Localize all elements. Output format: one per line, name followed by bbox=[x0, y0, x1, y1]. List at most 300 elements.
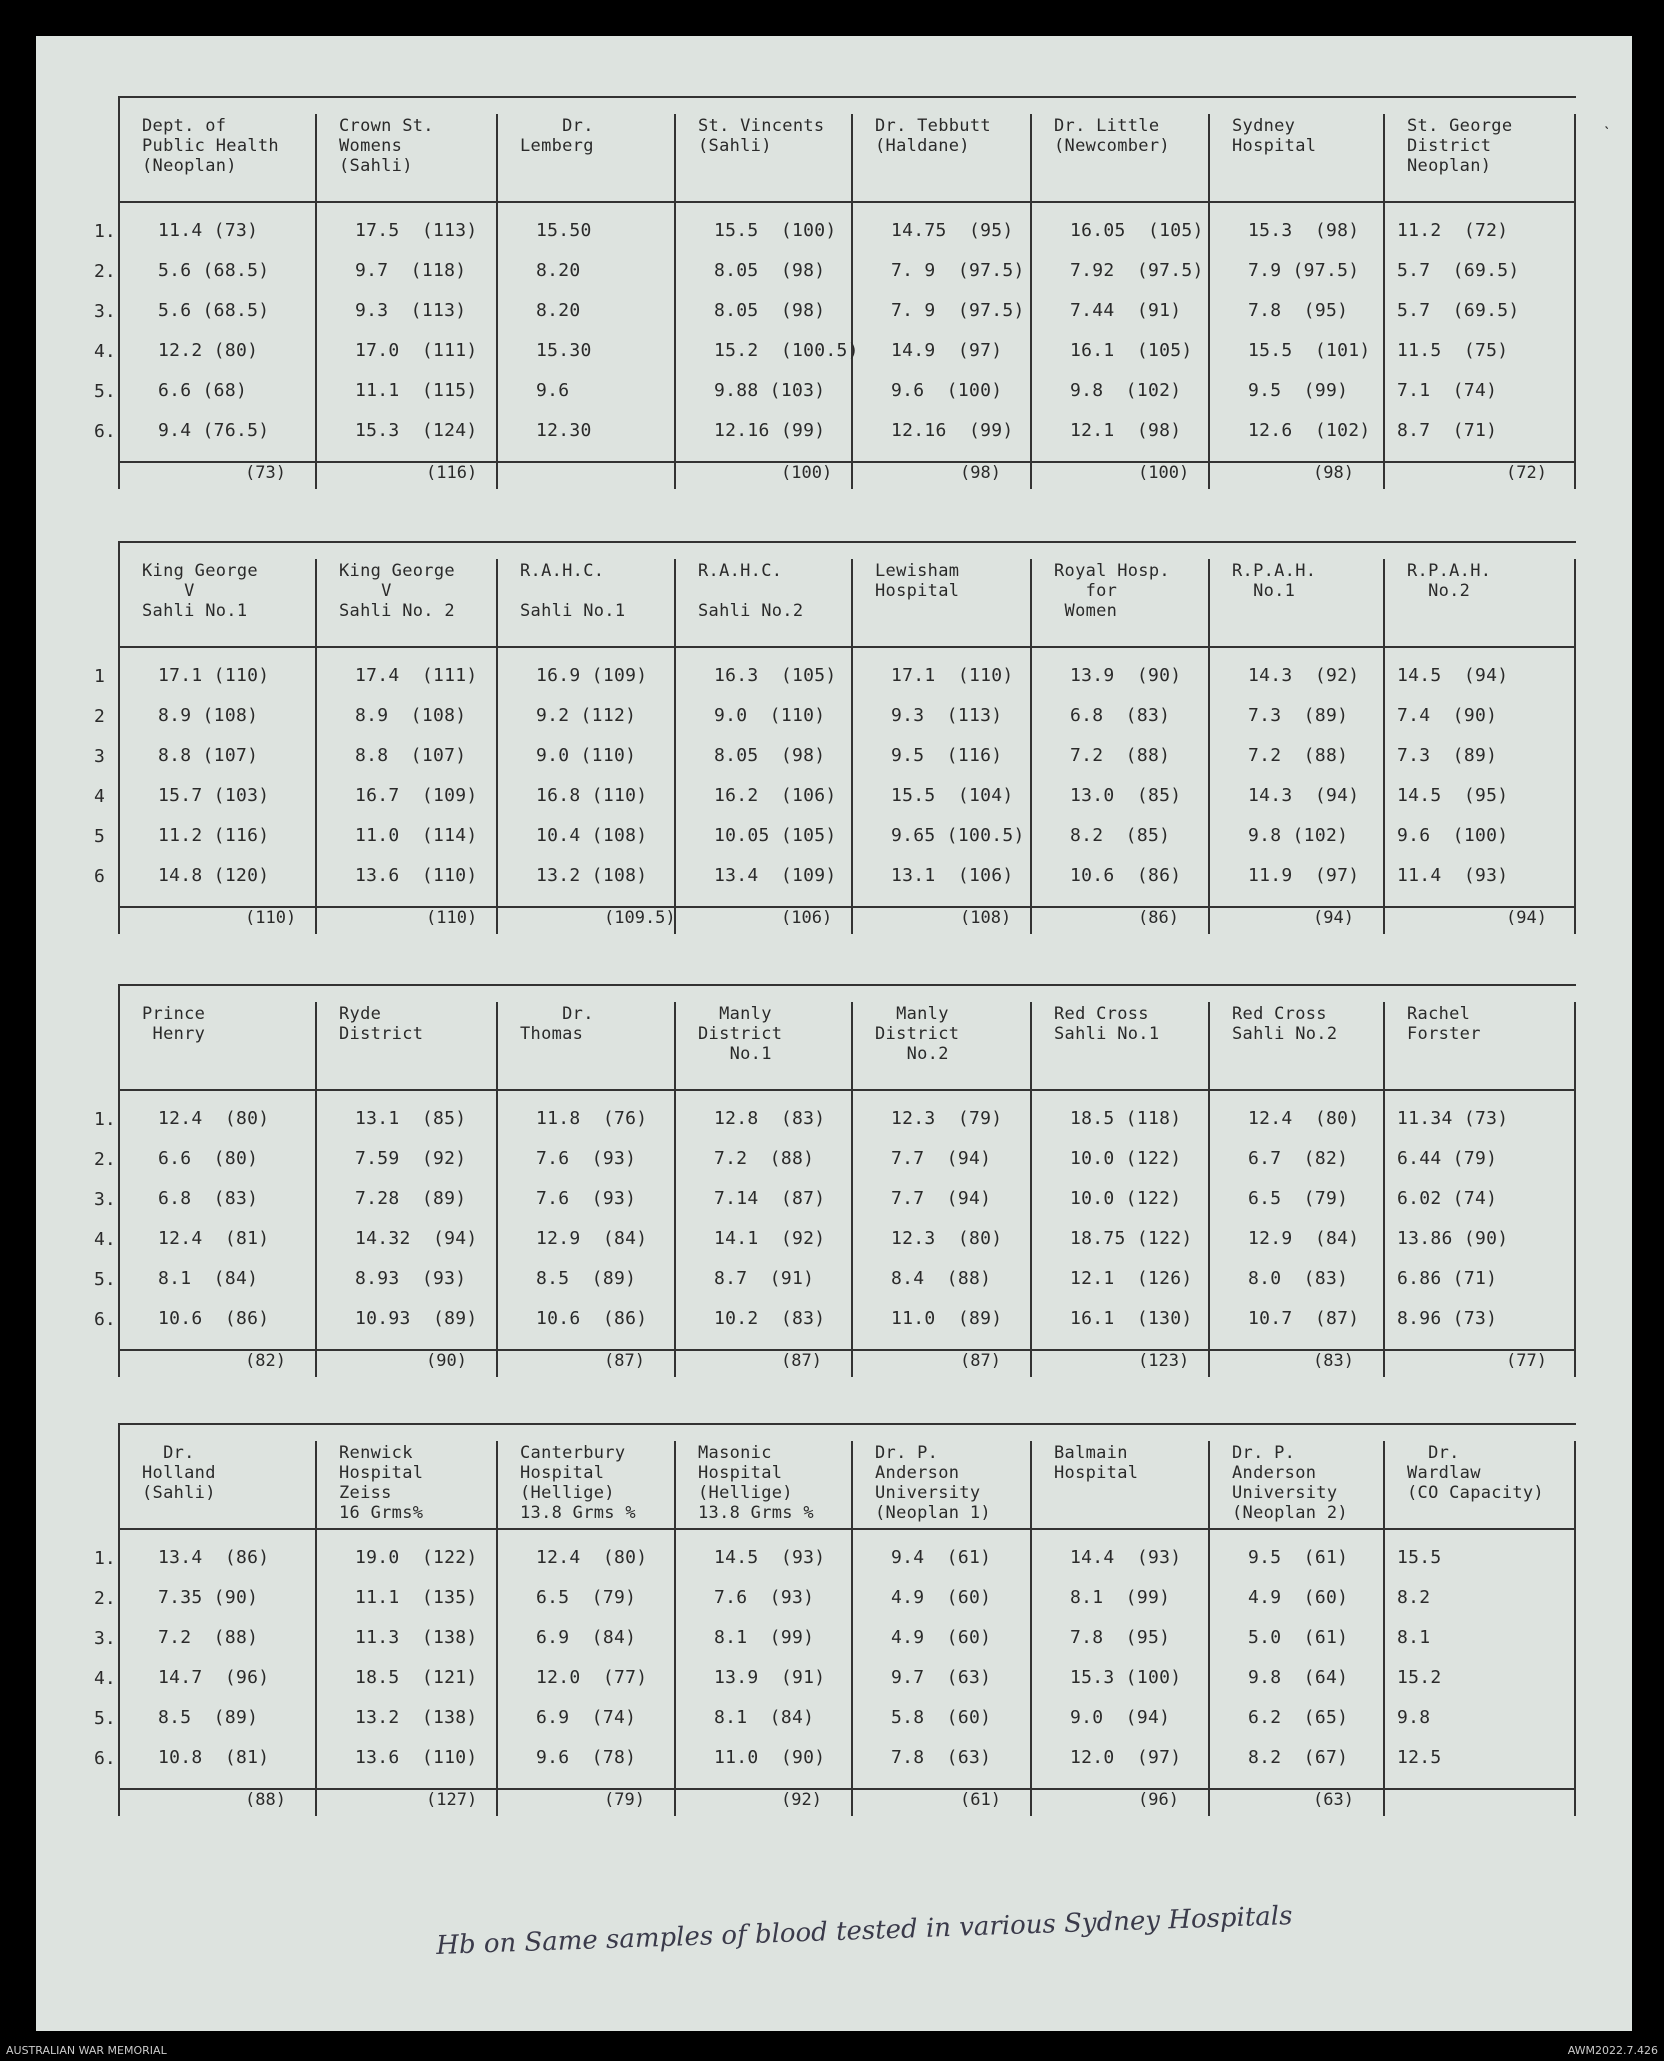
table-cell: 12.3 (79) bbox=[891, 1108, 1003, 1129]
header-rule bbox=[118, 1089, 1576, 1091]
table-cell: 7.3 (89) bbox=[1248, 705, 1349, 726]
row-number: 6 bbox=[94, 866, 105, 887]
column-header: R.A.H.C. Sahli No.1 bbox=[520, 561, 626, 621]
table-cell: 17.0 (111) bbox=[355, 340, 478, 361]
column-rule bbox=[851, 1441, 853, 1816]
table-top-rule bbox=[118, 1423, 1576, 1425]
table-cell: 7.8 (95) bbox=[1070, 1627, 1171, 1648]
table-cell: 14.32 (94) bbox=[355, 1228, 478, 1249]
column-rule bbox=[1030, 114, 1032, 489]
table-cell: 11.8 (76) bbox=[536, 1108, 648, 1129]
table-cell: 10.4 (108) bbox=[536, 825, 648, 846]
table-cell: 8.9 (108) bbox=[158, 705, 259, 726]
column-rule bbox=[674, 114, 676, 489]
table-cell: 6.6 (68) bbox=[158, 380, 248, 401]
table-cell: 12.4 (80) bbox=[158, 1108, 270, 1129]
table-cell: 7.2 (88) bbox=[714, 1148, 815, 1169]
table-cell: 13.6 (110) bbox=[355, 865, 478, 886]
column-rule bbox=[1030, 559, 1032, 934]
column-average: (100) bbox=[781, 463, 833, 483]
table-cell: 17.5 (113) bbox=[355, 220, 478, 241]
table-top-rule bbox=[118, 984, 1576, 986]
column-rule bbox=[496, 559, 498, 934]
column-header: Ryde District bbox=[339, 1004, 424, 1044]
table-cell: 7.8 (63) bbox=[891, 1747, 992, 1768]
column-header: Royal Hosp. for Women bbox=[1054, 561, 1170, 621]
table-cell: 13.6 (110) bbox=[355, 1747, 478, 1768]
column-average: (109.5) bbox=[604, 908, 676, 928]
table-top-rule bbox=[118, 96, 1576, 98]
table-cell: 12.0 (97) bbox=[1070, 1747, 1182, 1768]
column-average: (82) bbox=[245, 1351, 286, 1371]
column-rule bbox=[496, 114, 498, 489]
row-number: 3. bbox=[94, 301, 116, 322]
table-cell: 7.2 (88) bbox=[1248, 745, 1349, 766]
table-cell: 8.7 (91) bbox=[714, 1268, 815, 1289]
table-cell: 9.4 (76.5) bbox=[158, 420, 270, 441]
table-cell: 16.3 (105) bbox=[714, 665, 837, 686]
table-cell: 6.02 (74) bbox=[1397, 1188, 1498, 1209]
table-cell: 8.0 (83) bbox=[1248, 1268, 1349, 1289]
table-cell: 12.9 (84) bbox=[1248, 1228, 1360, 1249]
table-cell: 6.5 (79) bbox=[1248, 1188, 1349, 1209]
header-rule bbox=[118, 646, 1576, 648]
document-page bbox=[36, 36, 1632, 2031]
table-cell: 16.1 (130) bbox=[1070, 1308, 1193, 1329]
table-cell: 7.6 (93) bbox=[536, 1148, 637, 1169]
column-header: Prince Henry bbox=[142, 1004, 206, 1044]
table-cell: 15.5 (100) bbox=[714, 220, 837, 241]
table-cell: 15.2 (100.5) bbox=[714, 340, 859, 361]
table-cell: 9.0 (110) bbox=[536, 745, 637, 766]
table-cell: 7.7 (94) bbox=[891, 1188, 992, 1209]
column-rule bbox=[118, 1423, 120, 1816]
table-cell: 7.2 (88) bbox=[1070, 745, 1171, 766]
table-cell: 5.6 (68.5) bbox=[158, 260, 270, 281]
column-header: Crown St. Womens (Sahli) bbox=[339, 116, 434, 176]
table-cell: 17.1 (110) bbox=[158, 665, 270, 686]
column-header: Renwick Hospital Zeiss 16 Grms% bbox=[339, 1443, 424, 1523]
table-cell: 16.05 (105) bbox=[1070, 220, 1204, 241]
table-cell: 9.8 (102) bbox=[1248, 825, 1349, 846]
table-cell: 15.5 (104) bbox=[891, 785, 1014, 806]
column-average: (77) bbox=[1506, 1351, 1547, 1371]
table-cell: 8.5 (89) bbox=[536, 1268, 637, 1289]
table-cell: 14.9 (97) bbox=[891, 340, 1003, 361]
table-cell: 9.3 (113) bbox=[891, 705, 1003, 726]
table-cell: 14.3 (94) bbox=[1248, 785, 1360, 806]
table-cell: 7.6 (93) bbox=[536, 1188, 637, 1209]
table-cell: 13.1 (85) bbox=[355, 1108, 467, 1129]
row-number: 3 bbox=[94, 746, 105, 767]
table-cell: 12.1 (98) bbox=[1070, 420, 1182, 441]
table-cell: 7.8 (95) bbox=[1248, 300, 1349, 321]
row-number: 2. bbox=[94, 261, 116, 282]
table-cell: 7.92 (97.5) bbox=[1070, 260, 1204, 281]
row-number: 4 bbox=[94, 786, 105, 807]
table-cell: 9.4 (61) bbox=[891, 1547, 992, 1568]
table-cell: 11.3 (138) bbox=[355, 1627, 478, 1648]
column-header: R.A.H.C. Sahli No.2 bbox=[698, 561, 804, 621]
column-header: Dr. Tebbutt (Haldane) bbox=[875, 116, 991, 156]
table-cell: 14.4 (93) bbox=[1070, 1547, 1182, 1568]
column-header: Dr. P. Anderson University (Neoplan 2) bbox=[1232, 1443, 1348, 1523]
column-average: (72) bbox=[1506, 463, 1547, 483]
column-average: (100) bbox=[1138, 463, 1190, 483]
table-cell: 12.4 (80) bbox=[536, 1547, 648, 1568]
column-rule bbox=[118, 984, 120, 1377]
table-cell: 11.4 (73) bbox=[158, 220, 259, 241]
column-header: Manly District No.1 bbox=[698, 1004, 783, 1064]
table-cell: 8.1 (84) bbox=[714, 1707, 815, 1728]
table-cell: 9.5 (116) bbox=[891, 745, 1003, 766]
table-cell: 12.3 (80) bbox=[891, 1228, 1003, 1249]
table-cell: 11.0 (89) bbox=[891, 1308, 1003, 1329]
table-cell: 15.2 bbox=[1397, 1667, 1442, 1688]
column-average: (63) bbox=[1313, 1790, 1354, 1810]
column-rule bbox=[1383, 114, 1385, 489]
table-cell: 15.30 bbox=[536, 340, 592, 361]
column-average: (98) bbox=[1313, 463, 1354, 483]
column-average: (90) bbox=[426, 1351, 467, 1371]
table-cell: 16.9 (109) bbox=[536, 665, 648, 686]
row-number: 2 bbox=[94, 706, 105, 727]
column-rule bbox=[1208, 559, 1210, 934]
table-cell: 6.9 (74) bbox=[536, 1707, 637, 1728]
table-cell: 12.5 bbox=[1397, 1747, 1442, 1768]
table-cell: 7.35 (90) bbox=[158, 1587, 259, 1608]
table-cell: 11.0 (90) bbox=[714, 1747, 826, 1768]
column-rule bbox=[315, 559, 317, 934]
table-cell: 7.3 (89) bbox=[1397, 745, 1498, 766]
row-number: 6. bbox=[94, 1309, 116, 1330]
row-number: 5. bbox=[94, 1269, 116, 1290]
totals-rule bbox=[118, 1349, 1576, 1351]
row-number: 1. bbox=[94, 1109, 116, 1130]
table-cell: 8.5 (89) bbox=[158, 1707, 259, 1728]
table-cell: 7.44 (91) bbox=[1070, 300, 1182, 321]
corner-mark: ˋ bbox=[1602, 124, 1613, 145]
table-cell: 17.4 (111) bbox=[355, 665, 478, 686]
table-cell: 16.8 (110) bbox=[536, 785, 648, 806]
table-cell: 8.8 (107) bbox=[158, 745, 259, 766]
table-cell: 8.1 (84) bbox=[158, 1268, 259, 1289]
table-cell: 11.0 (114) bbox=[355, 825, 478, 846]
table-cell: 10.2 (83) bbox=[714, 1308, 826, 1329]
table-cell: 11.2 (116) bbox=[158, 825, 270, 846]
table-section bbox=[94, 541, 1576, 961]
table-cell: 9.7 (63) bbox=[891, 1667, 992, 1688]
table-cell: 15.3 (124) bbox=[355, 420, 478, 441]
table-cell: 14.5 (94) bbox=[1397, 665, 1509, 686]
column-header: St. George District Neoplan) bbox=[1407, 116, 1513, 176]
table-cell: 8.93 (93) bbox=[355, 1268, 467, 1289]
column-rule bbox=[674, 1441, 676, 1816]
column-average: (92) bbox=[781, 1790, 822, 1810]
footer-archive-name: AUSTRALIAN WAR MEMORIAL bbox=[6, 2044, 167, 2057]
table-cell: 13.4 (86) bbox=[158, 1547, 270, 1568]
table-cell: 7. 9 (97.5) bbox=[891, 300, 1025, 321]
table-cell: 13.4 (109) bbox=[714, 865, 837, 886]
table-cell: 18.5 (121) bbox=[355, 1667, 478, 1688]
column-header: Sydney Hospital bbox=[1232, 116, 1317, 156]
column-rule bbox=[851, 114, 853, 489]
row-number: 5. bbox=[94, 381, 116, 402]
table-cell: 8.4 (88) bbox=[891, 1268, 992, 1289]
column-rule bbox=[315, 1002, 317, 1377]
table-cell: 13.86 (90) bbox=[1397, 1228, 1509, 1249]
table-cell: 18.75 (122) bbox=[1070, 1228, 1193, 1249]
column-rule bbox=[674, 559, 676, 934]
table-cell: 9.88 (103) bbox=[714, 380, 826, 401]
column-rule bbox=[496, 1441, 498, 1816]
table-cell: 13.1 (106) bbox=[891, 865, 1014, 886]
table-cell: 10.8 (81) bbox=[158, 1747, 270, 1768]
table-cell: 10.6 (86) bbox=[1070, 865, 1182, 886]
table-cell: 8.1 (99) bbox=[1070, 1587, 1171, 1608]
row-number: 3. bbox=[94, 1189, 116, 1210]
row-number: 3. bbox=[94, 1628, 116, 1649]
column-average: (110) bbox=[426, 908, 478, 928]
table-cell: 15.5 bbox=[1397, 1547, 1442, 1568]
row-number: 4. bbox=[94, 1229, 116, 1250]
row-number: 2. bbox=[94, 1588, 116, 1609]
table-cell: 8.1 (99) bbox=[714, 1627, 815, 1648]
column-average: (88) bbox=[245, 1790, 286, 1810]
table-cell: 9.0 (110) bbox=[714, 705, 826, 726]
table-section bbox=[94, 1423, 1576, 1843]
table-cell: 9.3 (113) bbox=[355, 300, 467, 321]
column-average: (73) bbox=[245, 463, 286, 483]
table-cell: 5.6 (68.5) bbox=[158, 300, 270, 321]
table-cell: 9.8 (64) bbox=[1248, 1667, 1349, 1688]
table-cell: 9.5 (61) bbox=[1248, 1547, 1349, 1568]
table-cell: 12.0 (77) bbox=[536, 1667, 648, 1688]
column-rule bbox=[1383, 1002, 1385, 1377]
column-average: (79) bbox=[604, 1790, 645, 1810]
table-cell: 10.0 (122) bbox=[1070, 1148, 1182, 1169]
column-rule bbox=[496, 1002, 498, 1377]
table-cell: 7.1 (74) bbox=[1397, 380, 1498, 401]
table-cell: 18.5 (118) bbox=[1070, 1108, 1182, 1129]
column-rule bbox=[1208, 1002, 1210, 1377]
table-cell: 15.3 (100) bbox=[1070, 1667, 1182, 1688]
column-average: (106) bbox=[781, 908, 833, 928]
table-cell: 8.96 (73) bbox=[1397, 1308, 1498, 1329]
column-header: Dr. Holland (Sahli) bbox=[142, 1443, 216, 1503]
column-average: (83) bbox=[1313, 1351, 1354, 1371]
column-average: (86) bbox=[1138, 908, 1179, 928]
column-rule bbox=[1383, 1441, 1385, 1816]
table-cell: 9.65 (100.5) bbox=[891, 825, 1025, 846]
table-cell: 15.3 (98) bbox=[1248, 220, 1360, 241]
row-number: 1. bbox=[94, 1548, 116, 1569]
table-cell: 12.4 (81) bbox=[158, 1228, 270, 1249]
table-cell: 9.2 (112) bbox=[536, 705, 637, 726]
column-rule bbox=[315, 1441, 317, 1816]
table-cell: 8.05 (98) bbox=[714, 745, 826, 766]
table-cell: 12.16 (99) bbox=[891, 420, 1014, 441]
table-cell: 12.2 (80) bbox=[158, 340, 259, 361]
column-rule bbox=[1030, 1002, 1032, 1377]
row-number: 6. bbox=[94, 421, 116, 442]
totals-rule bbox=[118, 906, 1576, 908]
column-header: Dr. Thomas bbox=[520, 1004, 594, 1044]
table-cell: 11.9 (97) bbox=[1248, 865, 1360, 886]
column-average: (87) bbox=[960, 1351, 1001, 1371]
column-average: (127) bbox=[426, 1790, 478, 1810]
table-cell: 5.7 (69.5) bbox=[1397, 300, 1520, 321]
column-average: (94) bbox=[1313, 908, 1354, 928]
column-rule bbox=[315, 114, 317, 489]
column-rule bbox=[1208, 1441, 1210, 1816]
column-rule bbox=[1574, 1441, 1576, 1816]
column-header: Masonic Hospital (Hellige) 13.8 Grms % bbox=[698, 1443, 814, 1523]
table-cell: 4.9 (60) bbox=[891, 1627, 992, 1648]
column-average: (87) bbox=[781, 1351, 822, 1371]
footer-reference-number: AWM2022.7.426 bbox=[1567, 2044, 1658, 2057]
column-rule bbox=[1574, 559, 1576, 934]
table-cell: 14.1 (92) bbox=[714, 1228, 826, 1249]
row-number: 5. bbox=[94, 1708, 116, 1729]
row-number: 1 bbox=[94, 666, 105, 687]
table-cell: 8.9 (108) bbox=[355, 705, 467, 726]
table-cell: 10.93 (89) bbox=[355, 1308, 478, 1329]
table-cell: 11.5 (75) bbox=[1397, 340, 1509, 361]
table-cell: 6.8 (83) bbox=[1070, 705, 1171, 726]
column-rule bbox=[118, 96, 120, 489]
table-cell: 11.34 (73) bbox=[1397, 1108, 1509, 1129]
table-section bbox=[94, 96, 1576, 516]
table-cell: 7.7 (94) bbox=[891, 1148, 992, 1169]
table-cell: 6.9 (84) bbox=[536, 1627, 637, 1648]
column-header: Dept. of Public Health (Neoplan) bbox=[142, 116, 279, 176]
table-cell: 17.1 (110) bbox=[891, 665, 1014, 686]
table-top-rule bbox=[118, 541, 1576, 543]
table-cell: 12.30 bbox=[536, 420, 592, 441]
table-cell: 5.8 (60) bbox=[891, 1707, 992, 1728]
table-cell: 9.7 (118) bbox=[355, 260, 467, 281]
table-cell: 7.2 (88) bbox=[158, 1627, 259, 1648]
column-header: Balmain Hospital bbox=[1054, 1443, 1139, 1483]
row-number: 6. bbox=[94, 1748, 116, 1769]
table-cell: 12.4 (80) bbox=[1248, 1108, 1360, 1129]
column-average: (110) bbox=[245, 908, 297, 928]
table-cell: 6.7 (82) bbox=[1248, 1148, 1349, 1169]
table-cell: 10.05 (105) bbox=[714, 825, 837, 846]
table-cell: 8.2 (85) bbox=[1070, 825, 1171, 846]
table-cell: 16.2 (106) bbox=[714, 785, 837, 806]
column-header: Manly District No.2 bbox=[875, 1004, 960, 1064]
column-header: Red Cross Sahli No.2 bbox=[1232, 1004, 1338, 1044]
column-header: R.P.A.H. No.2 bbox=[1407, 561, 1492, 601]
column-average: (98) bbox=[960, 463, 1001, 483]
table-cell: 7.14 (87) bbox=[714, 1188, 826, 1209]
column-rule bbox=[851, 559, 853, 934]
table-cell: 8.1 bbox=[1397, 1627, 1431, 1648]
table-cell: 16.7 (109) bbox=[355, 785, 478, 806]
table-cell: 16.1 (105) bbox=[1070, 340, 1193, 361]
table-cell: 12.16 (99) bbox=[714, 420, 826, 441]
table-cell: 13.9 (90) bbox=[1070, 665, 1182, 686]
table-cell: 9.5 (99) bbox=[1248, 380, 1349, 401]
row-number: 4. bbox=[94, 1668, 116, 1689]
table-cell: 9.6 (100) bbox=[891, 380, 1003, 401]
row-number: 1. bbox=[94, 221, 116, 242]
table-cell: 14.75 (95) bbox=[891, 220, 1014, 241]
table-cell: 11.2 (72) bbox=[1397, 220, 1509, 241]
table-cell: 7. 9 (97.5) bbox=[891, 260, 1025, 281]
column-average: (108) bbox=[960, 908, 1012, 928]
table-cell: 8.8 (107) bbox=[355, 745, 467, 766]
column-rule bbox=[1574, 1002, 1576, 1377]
column-rule bbox=[118, 541, 120, 934]
column-rule bbox=[1030, 1441, 1032, 1816]
header-rule bbox=[118, 1528, 1576, 1530]
table-cell: 14.5 (95) bbox=[1397, 785, 1509, 806]
column-header: Rachel Forster bbox=[1407, 1004, 1481, 1044]
table-cell: 7.59 (92) bbox=[355, 1148, 467, 1169]
row-number: 4. bbox=[94, 341, 116, 362]
table-cell: 7.28 (89) bbox=[355, 1188, 467, 1209]
table-cell: 14.8 (120) bbox=[158, 865, 270, 886]
column-rule bbox=[674, 1002, 676, 1377]
table-cell: 8.05 (98) bbox=[714, 300, 826, 321]
table-cell: 12.8 (83) bbox=[714, 1108, 826, 1129]
column-header: R.P.A.H. No.1 bbox=[1232, 561, 1317, 601]
table-cell: 9.8 (102) bbox=[1070, 380, 1182, 401]
header-rule bbox=[118, 201, 1576, 203]
table-cell: 8.20 bbox=[536, 300, 581, 321]
table-cell: 10.6 (86) bbox=[158, 1308, 270, 1329]
table-cell: 13.2 (108) bbox=[536, 865, 648, 886]
column-rule bbox=[1208, 114, 1210, 489]
table-cell: 13.9 (91) bbox=[714, 1667, 826, 1688]
table-cell: 13.2 (138) bbox=[355, 1707, 478, 1728]
column-average: (94) bbox=[1506, 908, 1547, 928]
table-cell: 15.7 (103) bbox=[158, 785, 270, 806]
column-rule bbox=[851, 1002, 853, 1377]
column-header: Dr. P. Anderson University (Neoplan 1) bbox=[875, 1443, 991, 1523]
table-cell: 6.44 (79) bbox=[1397, 1148, 1498, 1169]
row-number: 5 bbox=[94, 826, 105, 847]
handwritten-note: Hb on Same samples of blood tested in various Sydney Hospitals bbox=[435, 1901, 1293, 1961]
table-cell: 12.1 (126) bbox=[1070, 1268, 1193, 1289]
table-cell: 15.5 (101) bbox=[1248, 340, 1371, 361]
table-cell: 4.9 (60) bbox=[891, 1587, 992, 1608]
table-cell: 12.9 (84) bbox=[536, 1228, 648, 1249]
table-cell: 6.86 (71) bbox=[1397, 1268, 1498, 1289]
table-cell: 8.7 (71) bbox=[1397, 420, 1498, 441]
totals-rule bbox=[118, 461, 1576, 463]
table-cell: 7.9 (97.5) bbox=[1248, 260, 1360, 281]
table-cell: 8.20 bbox=[536, 260, 581, 281]
column-average: (123) bbox=[1138, 1351, 1190, 1371]
table-cell: 11.1 (115) bbox=[355, 380, 478, 401]
table-cell: 6.2 (65) bbox=[1248, 1707, 1349, 1728]
column-header: Dr. Lemberg bbox=[520, 116, 594, 156]
table-cell: 8.2 bbox=[1397, 1587, 1431, 1608]
table-cell: 4.9 (60) bbox=[1248, 1587, 1349, 1608]
table-cell: 9.0 (94) bbox=[1070, 1707, 1171, 1728]
column-average: (61) bbox=[960, 1790, 1001, 1810]
table-cell: 5.0 (61) bbox=[1248, 1627, 1349, 1648]
table-cell: 10.0 (122) bbox=[1070, 1188, 1182, 1209]
table-cell: 9.6 bbox=[536, 380, 570, 401]
table-cell: 10.7 (87) bbox=[1248, 1308, 1360, 1329]
column-header: St. Vincents (Sahli) bbox=[698, 116, 825, 156]
column-header: Dr. Wardlaw (CO Capacity) bbox=[1407, 1443, 1544, 1503]
